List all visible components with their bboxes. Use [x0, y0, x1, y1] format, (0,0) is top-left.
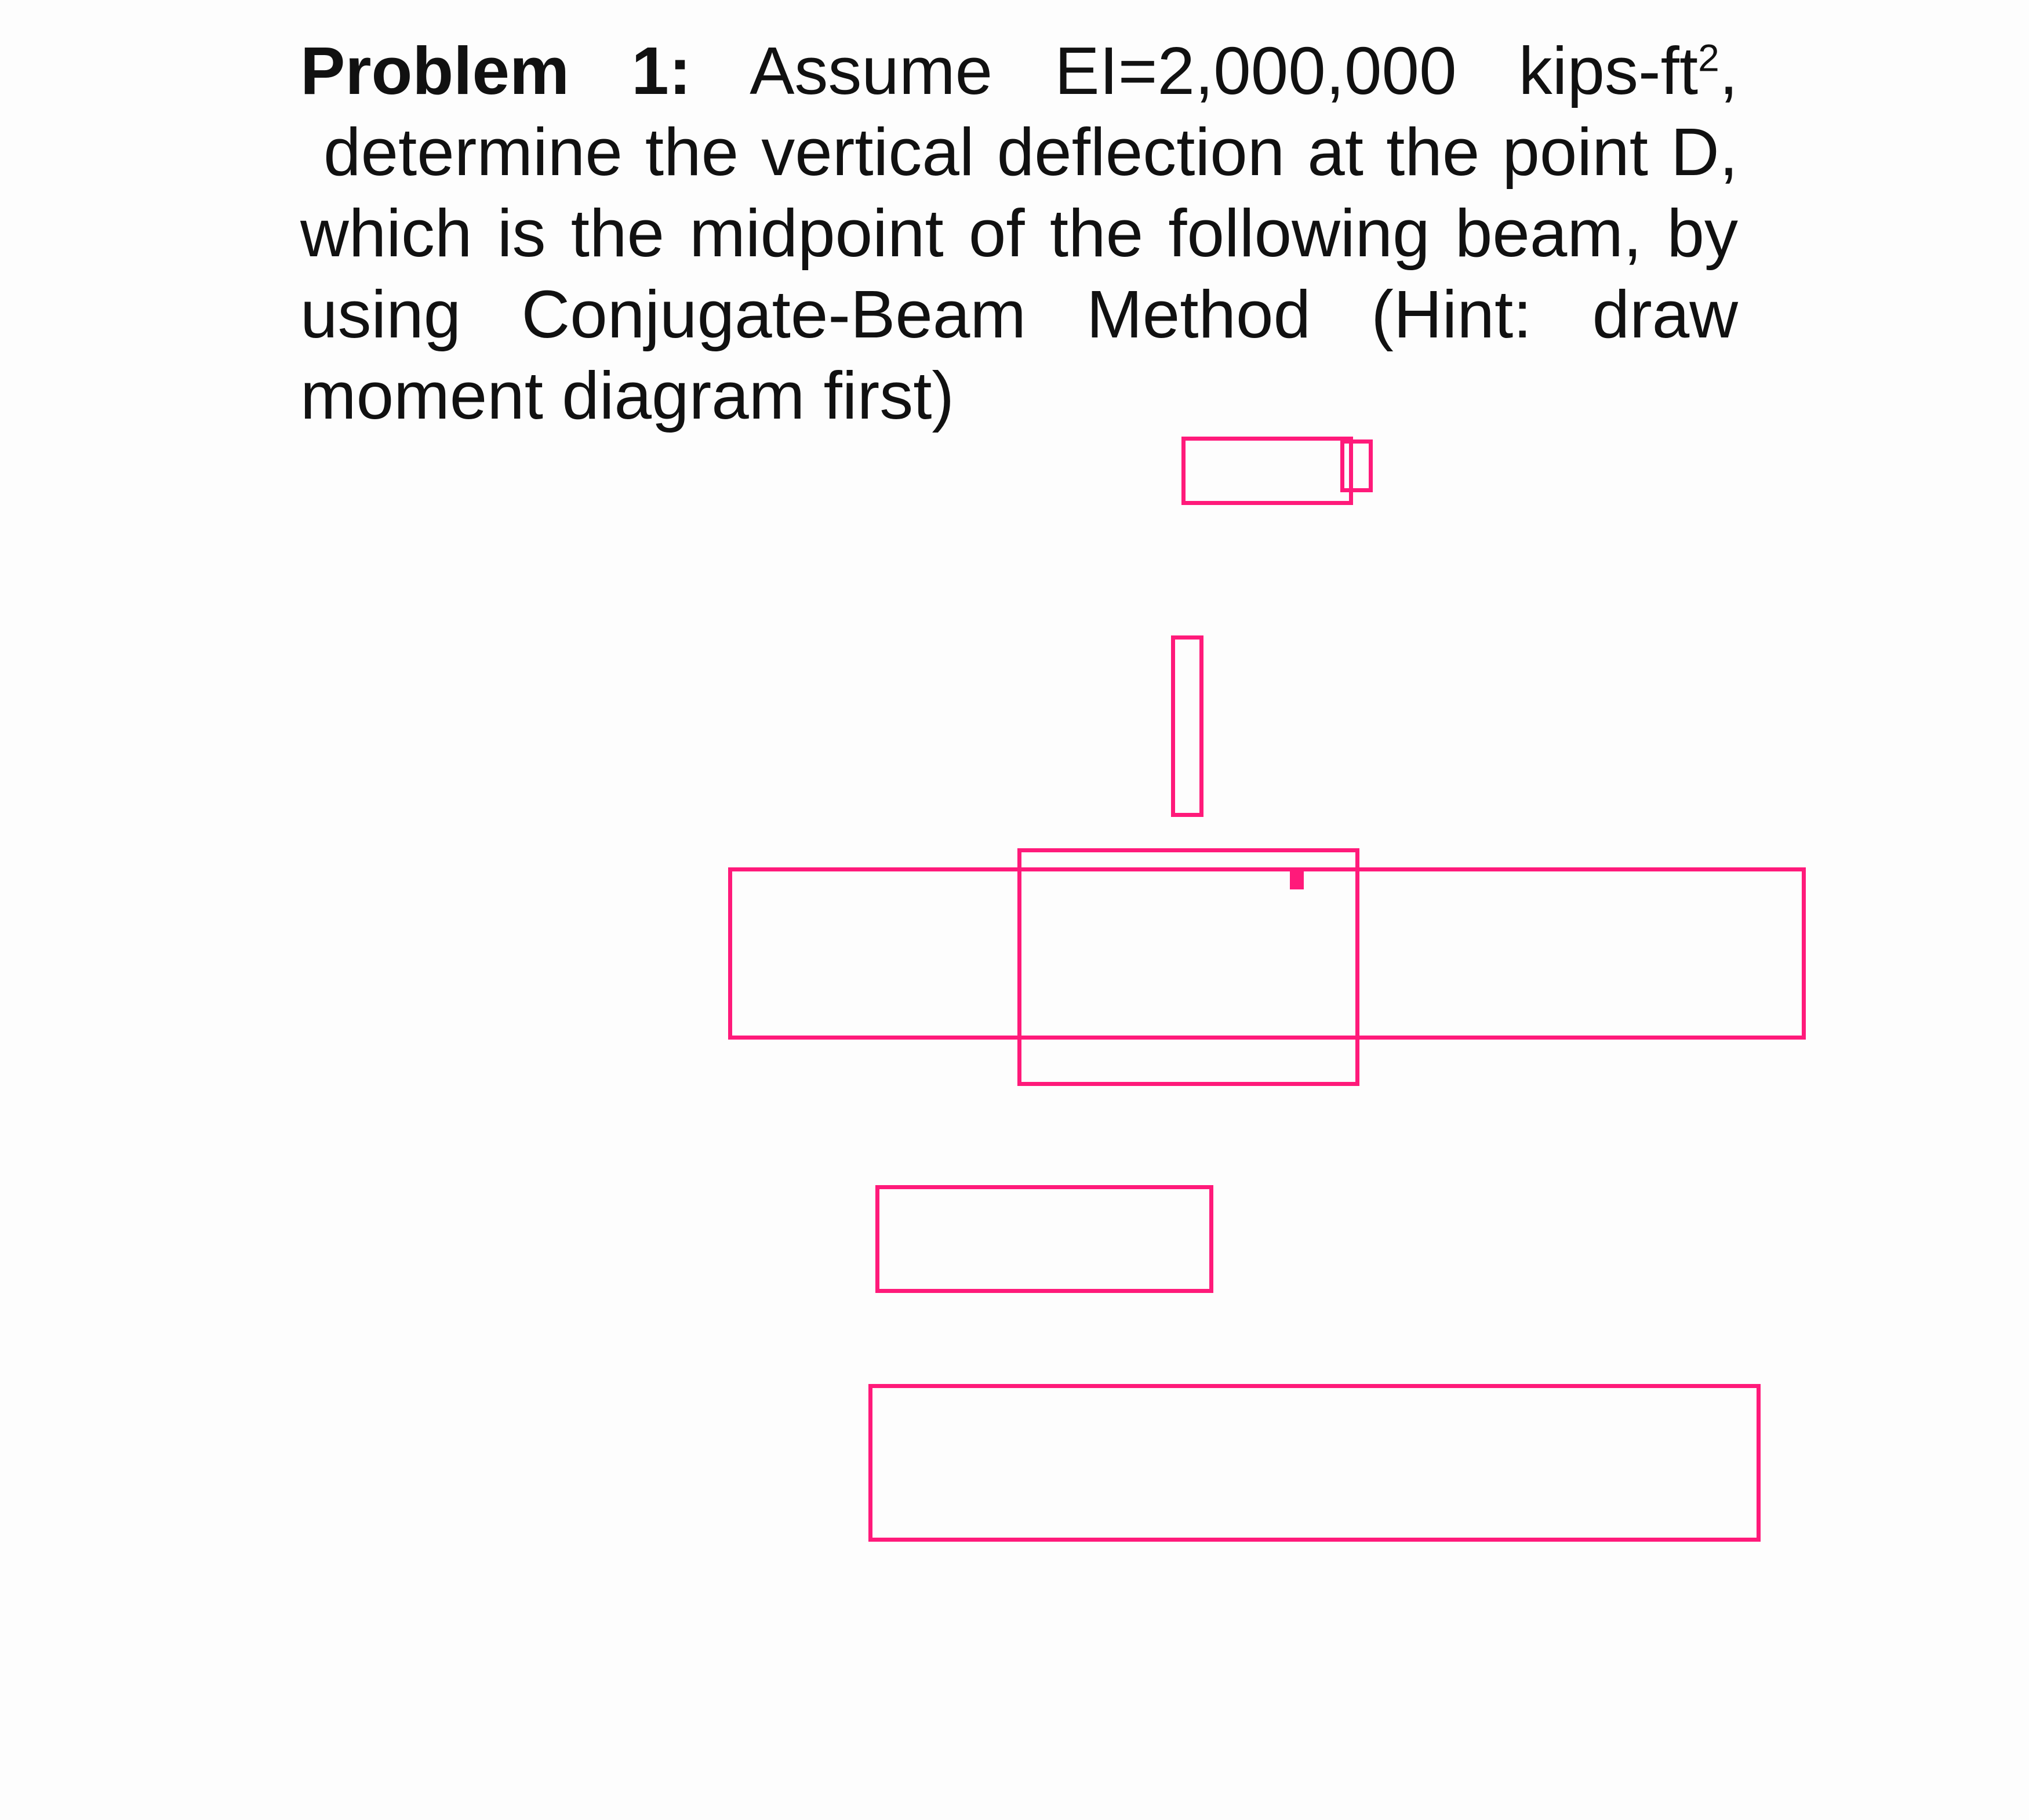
highlight-box-dimension-full	[868, 1384, 1761, 1542]
problem-line-1	[300, 30, 1738, 111]
highlight-box-top-small	[1340, 439, 1373, 492]
highlight-box-vertical-bar	[1171, 635, 1203, 817]
highlight-box-top-label	[1181, 437, 1353, 505]
highlight-box-beam-center	[1017, 848, 1359, 1086]
highlight-box-dimension-left	[875, 1185, 1213, 1293]
problem-line-1-end: ,	[1719, 33, 1739, 108]
problem-line-5: moment diagram first)	[300, 358, 955, 433]
problem-label: Problem 1:	[300, 33, 692, 108]
problem-line-2: determine the vertical deflection at the point D,	[323, 114, 1738, 190]
problem-line-1-text: Assume EI=2,000,000 kips-ft	[750, 33, 1699, 108]
highlight-dot	[1290, 870, 1304, 889]
problem-line-3: which is the midpoint of the following beam, by	[300, 195, 1738, 271]
problem-statement	[300, 30, 1738, 436]
problem-line-4: using Conjugate-Beam Method (Hint: draw	[300, 277, 1738, 352]
exponent-superscript: 2	[1698, 36, 1719, 79]
